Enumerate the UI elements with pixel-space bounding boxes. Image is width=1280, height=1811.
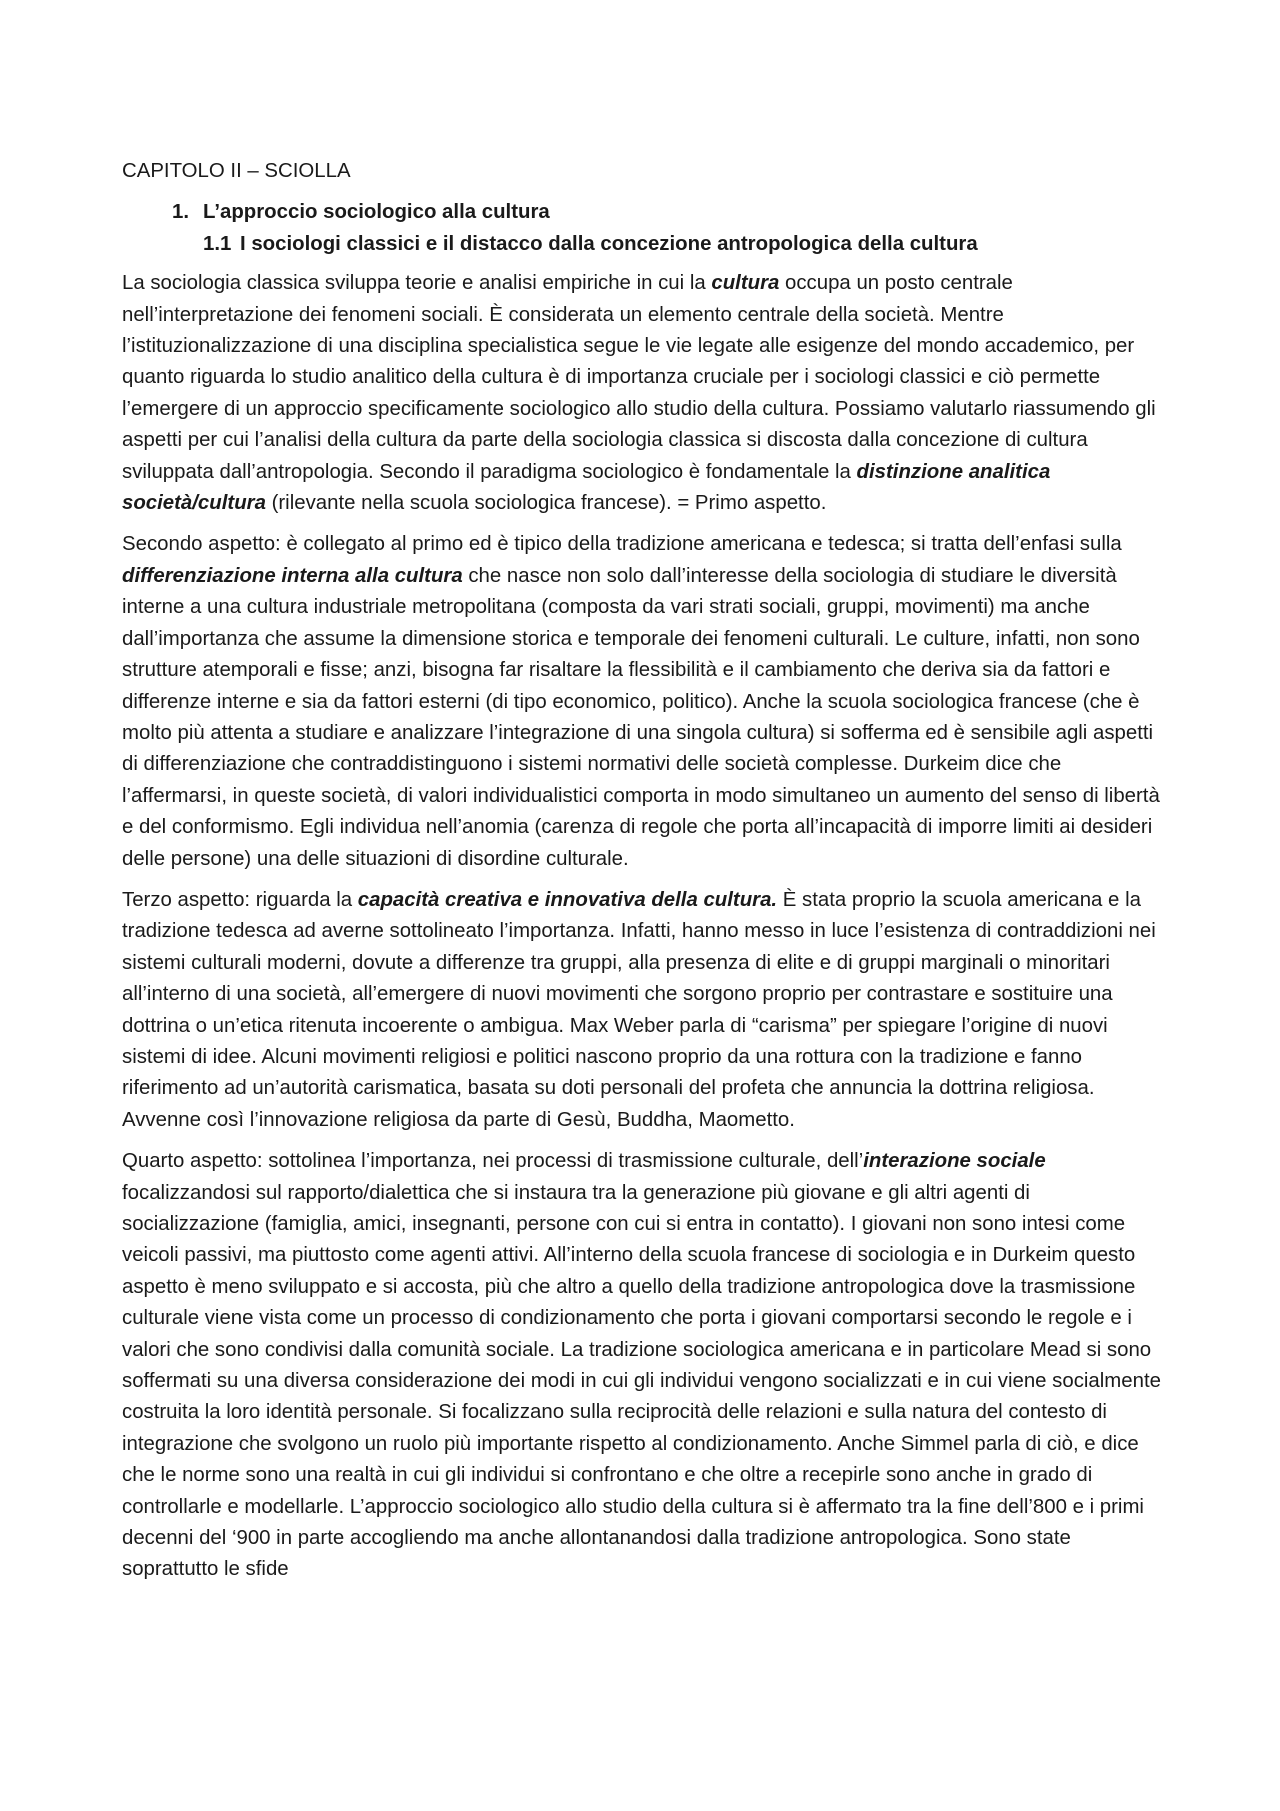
paragraph xyxy=(122,885,1162,1136)
document-page xyxy=(122,156,1162,1596)
paragraph-text: Quarto aspetto: sottolinea l’importanza, nei processi di trasmissione culturale, dell’ xyxy=(122,1150,864,1173)
paragraph xyxy=(122,268,1162,519)
emphasis-text: capacità creativa e innovativa della cultura. xyxy=(357,888,778,911)
section-number: 1. xyxy=(172,201,190,224)
section-title: L’approccio sociologico alla cultura xyxy=(203,201,550,224)
paragraph xyxy=(122,1146,1162,1586)
paragraph-text: (rilevante nella scuola sociologica francese). = Primo aspetto. xyxy=(265,492,827,515)
paragraph-text: focalizzandosi sul rapporto/dialettica che si instaura tra la generazione più giovane e gli altri agenti di socializzazione (famiglia, amici, insegnanti, persone con cui si entra in contatto). I giovani non sono intesi come veicoli passivi, ma piuttosto come agenti attivi. All’interno della scuola francese di sociologia e in Durkeim questo aspetto è meno sviluppato e si accosta, più che altro a quello della tradizione antropologica dove la trasmissione culturale viene vista come un processo di condizionamento che porta i giovani comportarsi secondo le regole e i valori che sono condivisi dalla comunità sociale. La tradizione sociologica americana e in particolare Mead si sono soffermati su una diversa considerazione dei modi in cui gli individui vengono socializzati e in cui viene socialmente costruita la loro identità personale. Si focalizzano sulla reciprocità delle relazioni e sulla natura del contesto di integrazione che svolgono un ruolo più importante rispetto al condizionamento. Anche Simmel parla di ciò, e dice che le norme sono una realtà in cui gli individui si confrontano e che oltre a recepirle sono anche in grado di controllarle e modellarle. L’approccio sociologico allo studio della cultura si è affermato tra la fine dell’800 e i primi decenni del ‘900 in parte accogliendo ma anche allontanandosi dalla tradizione antropologica. Sono state soprattutto le sfide xyxy=(122,1181,1161,1581)
subsection-number: 1.1 xyxy=(203,232,232,255)
section-heading xyxy=(172,197,1162,228)
paragraph-text: È stata proprio la scuola americana e la tradizione tedesca ad averne sottolineato l’importanza. Infatti, hanno messo in luce l’esistenza di contraddizioni nei sistemi culturali moderni, dovute a differenze tra gruppi, alla presenza di elite e di gruppi marginali o minoritari all’interno di una società, all’emergere di nuovi movimenti che sorgono proprio per contrastare e sostituire una dottrina o un’etica ritenuta incoerente o ambigua. Max Weber parla di “carisma” per spiegare l’origine di nuovi sistemi di idee. Alcuni movimenti religiosi e politici nascono proprio da una rottura con la tradizione e fanno riferimento ad un’autorità carismatica, basata su doti personali del profeta che annuncia la dottrina religiosa. Avvenne così l’innovazione religiosa da parte di Gesù, Buddha, Maometto. xyxy=(122,888,1156,1131)
emphasis-text: interazione sociale xyxy=(863,1150,1046,1173)
emphasis-text: cultura xyxy=(711,272,780,295)
chapter-title: CAPITOLO II – SCIOLLA xyxy=(122,160,351,182)
paragraph-text: Terzo aspetto: riguarda la xyxy=(122,888,358,911)
paragraph-text: che nasce non solo dall’interesse della sociologia di studiare le diversità interne a una cultura industriale metropolitana (composta da vari strati sociali, gruppi, movimenti) ma anche dall’importanza che assume la dimensione storica e temporale dei fenomeni culturali. Le culture, infatti, non sono strutture atemporali e fisse; anzi, bisogna far risaltare la flessibilità e il cambiamento che deriva sia da fattori e differenze interne e sia da fattori esterni (di tipo economico, politico). Anche la scuola sociologica francese (che è molto più attenta a studiare e analizzare l’integrazione di una singola cultura) si sofferma ed è sensibile agli aspetti di differenziazione che contraddistinguono i sistemi normativi delle società complesse. Durkeim dice che l’affermarsi, in queste società, di valori individualistici comporta in modo simultaneo un aumento del senso di libertà e del conformismo. Egli individua nell’anomia (carenza di regole che porta all’incapacità di imporre limiti ai desideri delle persone) una delle situazioni di disordine culturale. xyxy=(122,564,1160,870)
emphasis-text: differenziazione interna alla cultura xyxy=(122,564,463,587)
paragraph-text: Secondo aspetto: è collegato al primo ed è tipico della tradizione americana e tedesca; si tratta dell’enfasi sulla xyxy=(122,533,1122,556)
subsection-heading xyxy=(203,229,1162,260)
paragraph-text: La sociologia classica sviluppa teorie e analisi empiriche in cui la xyxy=(122,272,712,295)
paragraph xyxy=(122,529,1162,874)
subsection-title: I sociologi classici e il distacco dalla concezione antropologica della cultura xyxy=(240,232,978,255)
emphasis-text: distinzione analitica società/cultura xyxy=(122,460,1051,515)
paragraph-text: occupa un posto centrale nell’interpretazione dei fenomeni sociali. È considerata un elemento centrale della società. Mentre l’istituzionalizzazione di una disciplina specialistica segue le vie legate alle esigenze del mondo accademico, per quanto riguarda lo studio analitico della cultura è di importanza cruciale per i sociologi classici e ciò permette l’emergere di un approccio specificamente sociologico allo studio della cultura. Possiamo valutarlo riassumendo gli aspetti per cui l’analisi della cultura da parte della sociologia classica si discosta dalla concezione di cultura sviluppata dall’antropologia. Secondo il paradigma sociologico è fondamentale la xyxy=(122,272,1156,483)
